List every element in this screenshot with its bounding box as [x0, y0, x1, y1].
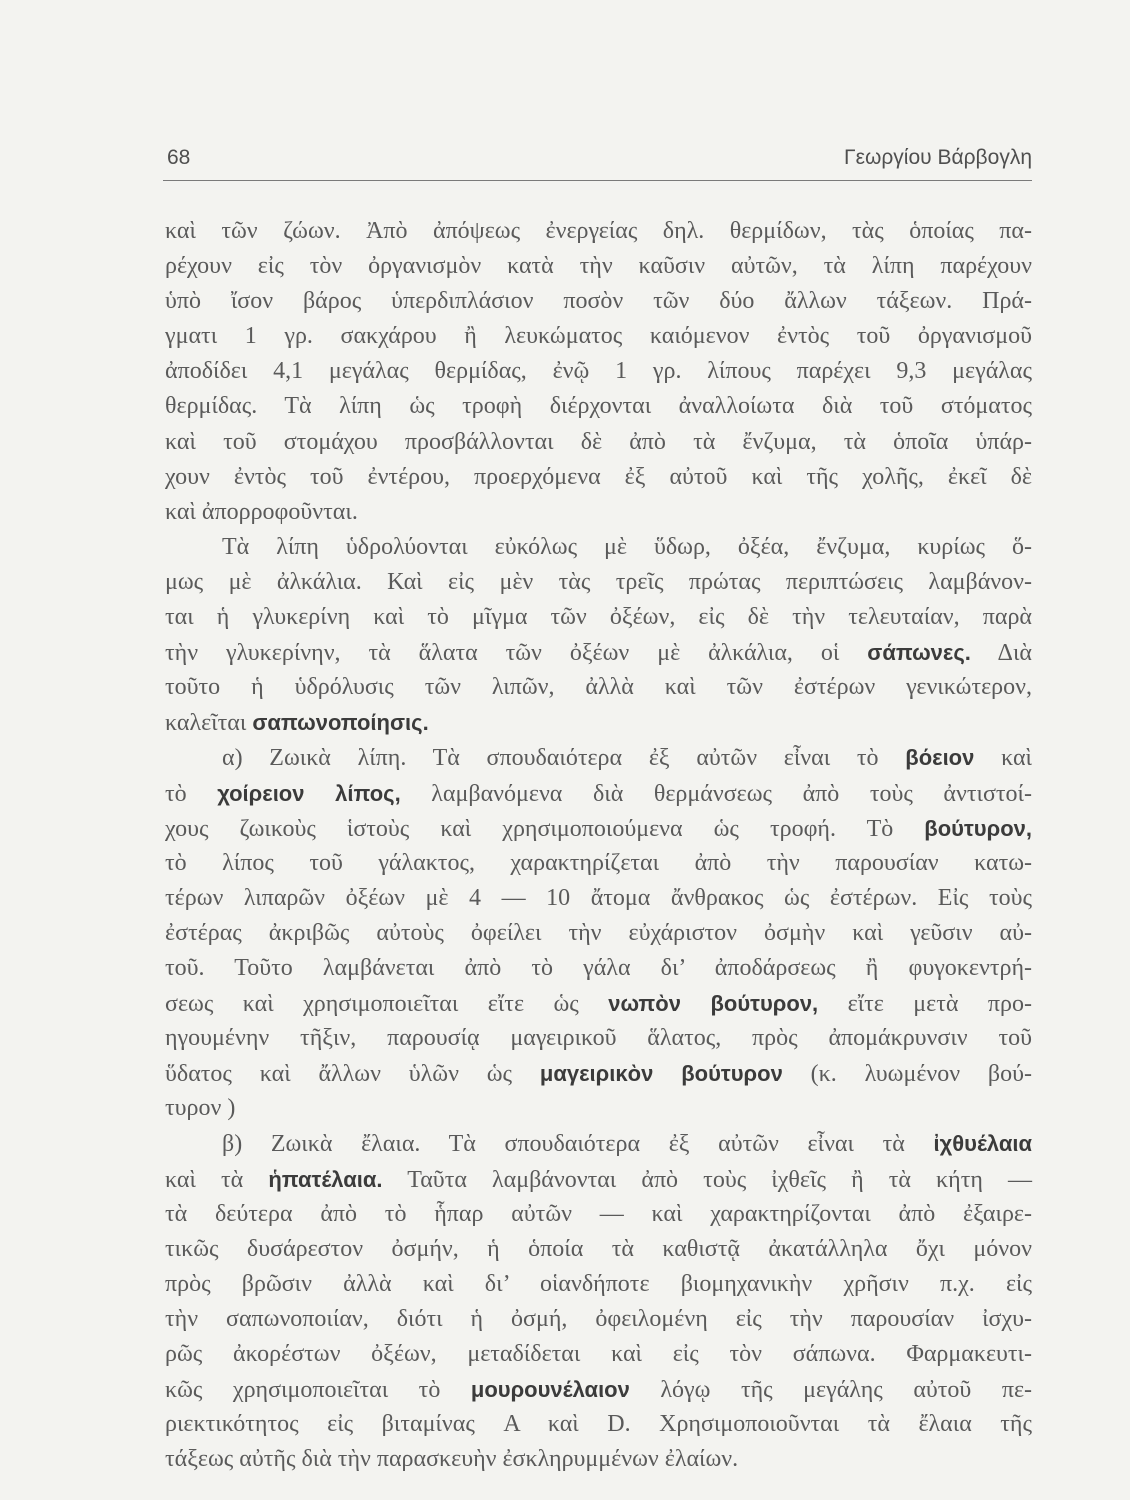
text-line — [165, 986, 1032, 1021]
text-line — [165, 460, 1032, 495]
bold-term: νωπὸν βούτυρον, — [608, 991, 819, 1017]
text-line — [165, 811, 1032, 846]
text-line — [165, 635, 1032, 670]
bold-term: βόειον — [905, 745, 975, 771]
text-run: ἀποδίδει 4,1 μεγάλας θερμίδας, ἐνῷ 1 γρ. λίπους παρέχει 9,3 μεγάλας — [165, 358, 1032, 385]
text-run: πρὸς βρῶσιν ἀλλὰ καὶ δι’ οἱανδήποτε βιομηχανικὴν χρῆσιν π.χ. εἰς — [165, 1270, 1032, 1297]
body-text — [165, 214, 1032, 1477]
text-line — [165, 495, 1032, 530]
text-run: κῶς χρησιμοποιεῖται τὸ — [165, 1377, 471, 1404]
text-line — [165, 670, 1032, 705]
text-line — [165, 1056, 1032, 1091]
bold-term: χοίρειον λίπος, — [217, 780, 401, 806]
text-line — [165, 1091, 1032, 1126]
text-run: τὴν γλυκερίνην, τὰ ἅλατα τῶν ὀξέων μὲ ἀλκάλια, οἱ — [165, 640, 868, 667]
text-run: τὸ — [165, 780, 218, 807]
text-run: καλεῖται — [165, 710, 253, 737]
bold-term: ἰχθυέλαια — [933, 1131, 1032, 1157]
text-line — [165, 1232, 1032, 1267]
text-line — [165, 1302, 1032, 1337]
text-run: χους ζωικοὺς ἱστοὺς καὶ χρησιμοποιούμενα ὡς τροφή. Τὸ — [165, 815, 925, 842]
paragraph — [165, 1126, 1032, 1477]
text-line — [165, 354, 1032, 389]
text-run: τυρον ) — [165, 1095, 236, 1122]
text-line — [165, 916, 1032, 951]
text-run: β) Ζωικὰ ἔλαια. Τὰ σπουδαιότερα ἐξ αὐτῶν εἶναι τὰ — [222, 1131, 934, 1158]
text-line — [165, 951, 1032, 986]
text-run: τὸ λίπος τοῦ γάλακτος, χαρακτηρίζεται ἀπὸ τὴν παρουσίαν κατω- — [165, 849, 1032, 876]
text-line — [165, 1197, 1032, 1232]
text-line — [165, 1372, 1032, 1407]
text-line — [165, 1442, 1032, 1477]
paragraph — [165, 530, 1032, 741]
text-run: καὶ ἀπορροφοῦνται. — [165, 498, 358, 525]
text-run: τοῦ. Τοῦτο λαμβάνεται ἀπὸ τὸ γάλα δι’ ἀποδάρσεως ἢ φυγοκεντρή- — [165, 954, 1032, 981]
text-run: (κ. λυωμένον βού- — [782, 1061, 1033, 1088]
text-run: λόγῳ τῆς μεγάλης αὐτοῦ πε- — [629, 1377, 1033, 1404]
text-run: Διὰ — [970, 640, 1032, 667]
text-line — [165, 1267, 1032, 1302]
text-run: α) Ζωικὰ λίπη. Τὰ σπουδαιότερα ἐξ αὐτῶν εἶναι τὸ — [222, 745, 906, 772]
text-line — [165, 319, 1032, 354]
text-line — [165, 389, 1032, 424]
text-run: καὶ τοῦ στομάχου προσβάλλονται δὲ ἀπὸ τὰ ἔνζυμα, τὰ ὁποῖα ὑπάρ- — [165, 428, 1032, 455]
text-line — [165, 214, 1032, 249]
text-line — [165, 1407, 1032, 1442]
text-line — [165, 249, 1032, 284]
paragraph — [165, 214, 1032, 530]
text-line — [165, 530, 1032, 565]
text-run: θερμίδας. Τὰ λίπη ὡς τροφὴ διέρχονται ἀναλλοίωτα διὰ τοῦ στόματος — [165, 393, 1032, 420]
text-line — [165, 1162, 1032, 1197]
bold-term: μαγειρικὸν βούτυρον — [539, 1061, 783, 1087]
bold-term: σάπωνες. — [867, 640, 971, 666]
text-run: καὶ — [974, 745, 1032, 772]
page-header — [165, 145, 1032, 171]
text-line — [165, 1337, 1032, 1372]
running-title: Γεωργίου Βάρβογλη — [844, 146, 1032, 169]
bold-term: βούτυρον, — [924, 815, 1032, 841]
text-run: Τὰ λίπη ὑδρολύονται εὐκόλως μὲ ὕδωρ, ὀξέα, ἔνζυμα, κυρίως ὅ- — [222, 533, 1032, 560]
text-line — [165, 846, 1032, 881]
text-run: τὴν σαπωνοποιίαν, διότι ἡ ὀσμή, ὀφειλομένη εἰς τὴν παρουσίαν ἰσχυ- — [165, 1305, 1032, 1332]
text-run: ηγουμένην τῆξιν, παρουσίᾳ μαγειρικοῦ ἅλατος, πρὸς ἀπομάκρυνσιν τοῦ — [165, 1025, 1032, 1052]
text-line — [165, 740, 1032, 775]
text-run: καὶ τὰ — [165, 1166, 269, 1193]
text-run: λαμβανόμενα διὰ θερμάνσεως ἀπὸ τοὺς ἀντιστοί- — [400, 780, 1032, 807]
text-run: μως μὲ ἀλκάλια. Καὶ εἰς μὲν τὰς τρεῖς πρώτας περιπτώσεις λαμβάνον- — [165, 568, 1032, 595]
text-run: εἴτε μετὰ προ- — [818, 991, 1032, 1018]
paragraph — [165, 740, 1032, 1126]
text-run: ρέχουν εἰς τὸν ὀργανισμὸν κατὰ τὴν καῦσιν αὐτῶν, τὰ λίπη παρέχουν — [165, 253, 1032, 280]
text-run: σεως καὶ χρησιμοποιεῖται εἴτε ὡς — [165, 991, 609, 1018]
text-line — [165, 425, 1032, 460]
bold-term: σαπωνοποίησις. — [252, 710, 429, 736]
text-line — [165, 705, 1032, 740]
text-run: τάξεως αὐτῆς διὰ τὴν παρασκευὴν ἐσκληρυμμένων ἐλαίων. — [165, 1446, 739, 1473]
text-line — [165, 565, 1032, 600]
text-run: τὰ δεύτερα ἀπὸ τὸ ἧπαρ αὐτῶν — καὶ χαρακτηρίζονται ἀπὸ ἐξαιρε- — [165, 1200, 1032, 1227]
text-line — [165, 881, 1032, 916]
text-run: τοῦτο ἡ ὑδρόλυσις τῶν λιπῶν, ἀλλὰ καὶ τῶν ἐστέρων γενικώτερον, — [165, 674, 1032, 701]
text-run: ρῶς ἀκορέστων ὀξέων, μεταδίδεται καὶ εἰς τὸν σάπωνα. Φαρμακευτι- — [165, 1341, 1032, 1367]
text-run: Ταῦτα λαμβάνονται ἀπὸ τοὺς ἰχθεῖς ἢ τὰ κήτη — — [382, 1166, 1032, 1193]
text-run: χουν ἐντὸς τοῦ ἐντέρου, προερχόμενα ἐξ αὐτοῦ καὶ τῆς χολῆς, ἐκεῖ δὲ — [165, 463, 1032, 490]
text-line — [165, 1126, 1032, 1161]
text-line — [165, 284, 1032, 319]
text-line — [165, 600, 1032, 635]
bold-term: ἡπατέλαια. — [268, 1166, 383, 1192]
text-run: ὕδατος καὶ ἄλλων ὑλῶν ὡς — [165, 1061, 540, 1088]
bold-term: μουρουνέλαιον — [470, 1377, 630, 1403]
text-run: καὶ τῶν ζώων. Ἀπὸ ἀπόψεως ἐνεργείας δηλ. θερμίδων, τὰς ὁποίας πα- — [165, 218, 1032, 244]
page-number: 68 — [167, 146, 191, 169]
text-run: ται ἡ γλυκερίνη καὶ τὸ μῖγμα τῶν ὀξέων, εἰς δὲ τὴν τελευταίαν, παρὰ — [165, 604, 1032, 631]
header-rule — [163, 180, 1032, 181]
text-run: ριεκτικότητος εἰς βιταμίνας A καὶ D. Χρησιμοποιοῦνται τὰ ἔλαια τῆς — [165, 1411, 1032, 1438]
text-run: γματι 1 γρ. σακχάρου ἢ λευκώματος καιόμενον ἐντὸς τοῦ ὀργανισμοῦ — [165, 323, 1032, 350]
text-line — [165, 776, 1032, 811]
text-run: τικῶς δυσάρεστον ὀσμήν, ἡ ὁποία τὰ καθιστᾷ ἀκατάλληλα ὄχι μόνον — [165, 1235, 1032, 1262]
text-run: τέρων λιπαρῶν ὀξέων μὲ 4 — 10 ἄτομα ἄνθρακος ὡς ἐστέρων. Εἰς τοὺς — [165, 884, 1032, 911]
text-run: ἐστέρας ἀκριβῶς αὐτοὺς ὀφείλει τὴν εὐχάριστον ὀσμὴν καὶ γεῦσιν αὐ- — [165, 919, 1032, 946]
text-run: ὑπὸ ἴσον βάρος ὑπερδιπλάσιον ποσὸν τῶν δύο ἄλλων τάξεων. Πρά- — [165, 288, 1032, 315]
text-line — [165, 1021, 1032, 1056]
